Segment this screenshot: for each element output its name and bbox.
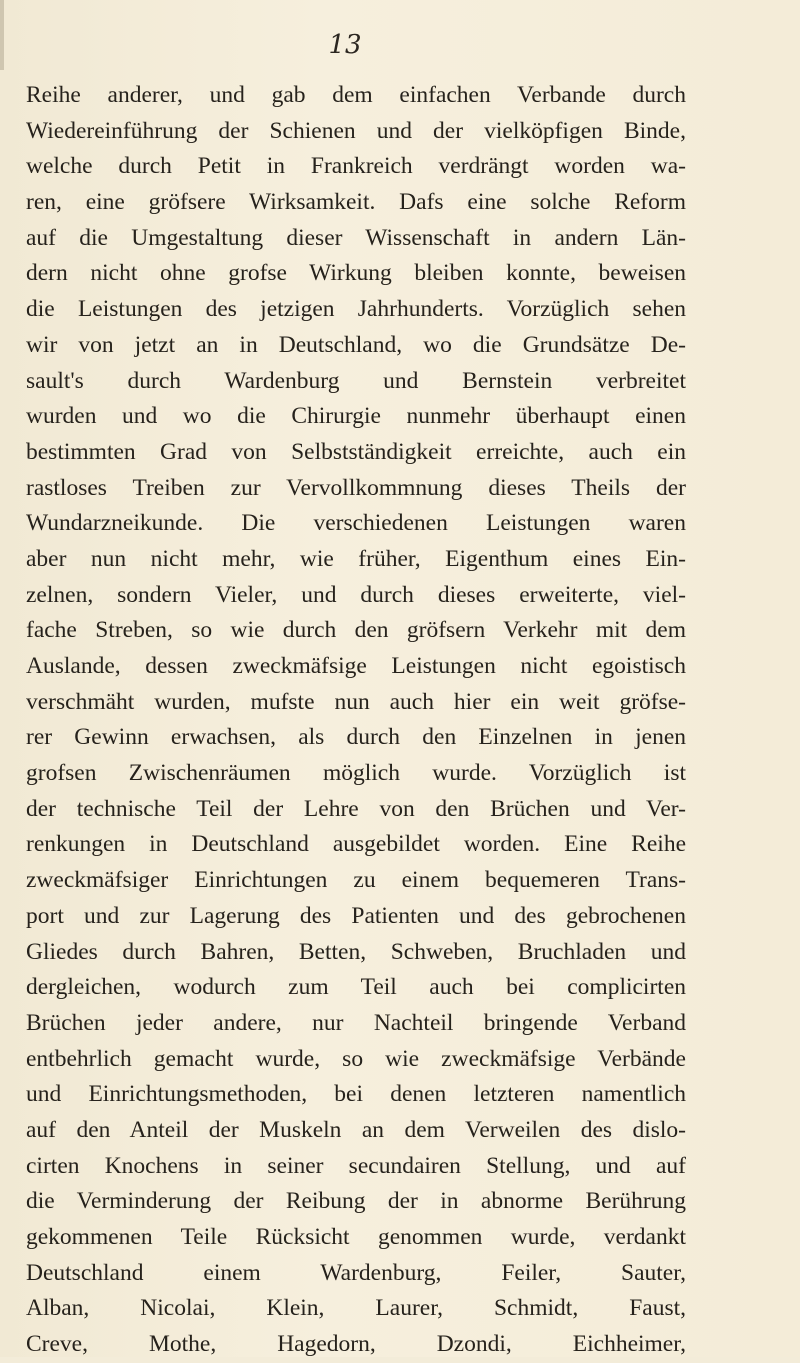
text-line: Alban, Nicolai, Klein, Laurer, Schmidt, Faust, [26,1295,686,1322]
text-line: Brüchen jeder andere, nur Nachteil bringende Verband [26,1009,686,1036]
text-line: bestimmten Grad von Selbstständigkeit erreichte, auch ein [26,438,686,465]
text-line: Creve, Mothe, Hagedorn, Dzondi, Eichheimer, [26,1331,686,1358]
text-line: und Einrichtungsmethoden, bei denen letzteren namentlich [26,1081,686,1108]
text-line: welche durch Petit in Frankreich verdrängt worden wa- [26,153,686,180]
text-line: gekommenen Teile Rücksicht genommen wurde, verdankt [26,1224,686,1250]
text-line: auf den Anteil der Muskeln an dem Verweilen des dislo- [26,1116,686,1143]
text-line: die Leistungen des jetzigen Jahrhunderts. Vorzüglich sehen [26,296,686,323]
text-line: fache Streben, so wie durch den gröfsern Verkehr mit dem [26,617,686,644]
text-line: Wundarzneikunde. Die verschiedenen Leistungen waren [26,510,686,537]
text-line: der technische Teil der Lehre von den Brüchen und Ver- [26,795,686,822]
text-line: ren, eine gröfsere Wirksamkeit. Dafs eine solche Reform [26,189,686,216]
text-line: verschmäht wurden, mufste nun auch hier ein weit gröfse- [26,688,686,715]
text-line: dern nicht ohne grofse Wirkung bleiben konnte, beweisen [26,260,686,287]
text-line: wir von jetzt an in Deutschland, wo die Grundsätze De- [26,331,686,358]
text-line: die Verminderung der Reibung der in abnorme Berührung [26,1188,686,1215]
text-line: wurden und wo die Chirurgie nunmehr überhaupt einen [26,403,686,430]
text-line: Auslande, dessen zweckmäfsige Leistungen nicht egoistisch [26,653,686,679]
text-line: zweckmäfsiger Einrichtungen zu einem bequemeren Trans- [26,867,686,894]
text-line: dergleichen, wodurch zum Teil auch bei complicirten [26,974,686,1001]
text-line: cirten Knochens in seiner secundairen Stellung, und auf [26,1152,686,1179]
text-line: sault's durch Wardenburg und Bernstein verbreitet [26,367,686,394]
text-line: rastloses Treiben zur Vervollkommnung dieses Theils der [26,474,686,501]
text-line: zelnen, sondern Vieler, und durch dieses erweiterte, viel- [26,581,686,608]
text-line: entbehrlich gemacht wurde, so wie zweckmäfsige Verbände [26,1045,686,1072]
text-line: Gliedes durch Bahren, Betten, Schweben, Bruchladen und [26,938,686,965]
text-line: Reihe anderer, und gab dem einfachen Verbande durch [26,82,686,108]
page-number: 13 [328,30,362,60]
text-line: rer Gewinn erwachsen, als durch den Einzelnen in jenen [26,724,686,751]
text-line: Wiedereinführung der Schienen und der vielköpfigen Binde, [26,117,686,144]
text-line: renkungen in Deutschland ausgebildet worden. Eine Reihe [26,831,686,858]
text-line: port und zur Lagerung des Patienten und des gebrochenen [26,902,686,929]
text-line: Deutschland einem Wardenburg, Feiler, Sauter, [26,1259,686,1286]
body-text [26,78,686,1363]
text-line: auf die Umgestaltung dieser Wissenschaft in andern Län- [26,224,686,251]
text-line: grofsen Zwischenräumen möglich wurde. Vorzüglich ist [26,760,686,787]
text-line: aber nun nicht mehr, wie früher, Eigenthum eines Ein- [26,545,686,572]
